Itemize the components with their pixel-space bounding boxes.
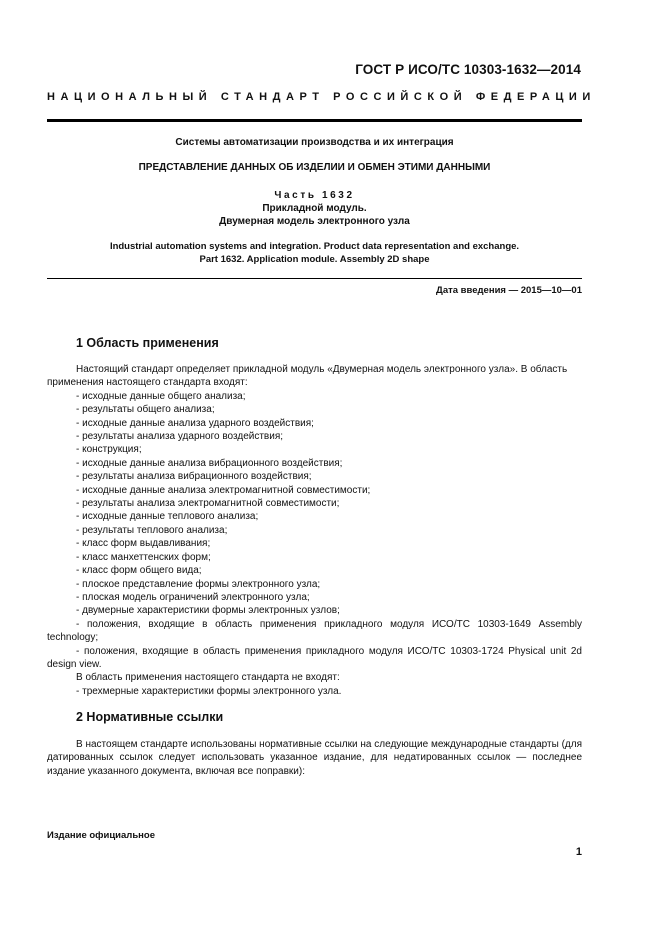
english-title-block — [47, 240, 582, 266]
scope-list-item: - конструкция; — [76, 444, 142, 456]
main-title: ПРЕДСТАВЛЕНИЕ ДАННЫХ ОБ ИЗДЕЛИИ И ОБМЕН ЭТИМИ ДАННЫМИ — [138, 162, 491, 173]
scope-list-item: - двумерные характеристики формы электронных узлов; — [76, 605, 340, 617]
outside-scope-intro: В область применения настоящего стандарта не входят: — [76, 672, 340, 684]
outside-scope-item: - трехмерные характеристики формы электронного узла. — [76, 685, 342, 697]
scope-list-item: - исходные данные теплового анализа; — [76, 511, 259, 523]
scope-list-item: - исходные данные анализа ударного воздействия; — [76, 417, 314, 429]
section-2-heading: 2 Нормативные ссылки — [76, 710, 224, 724]
page-number: 1 — [575, 846, 582, 858]
series-title: Системы автоматизации производства и их интеграция — [175, 137, 454, 148]
scope-list-item: - исходные данные анализа вибрационного воздействия; — [76, 457, 343, 469]
header-rule — [47, 119, 582, 122]
scope-long-item: - положения, входящие в область применения прикладного модуля ИСО/ТС 10303-1724 Physical unit 2d design view. — [47, 645, 582, 670]
module-label: Прикладной модуль. — [262, 203, 367, 214]
section-2-body — [47, 738, 582, 778]
scope-list-item: - класс форм общего вида; — [76, 565, 202, 577]
outside-scope-list — [47, 685, 582, 698]
part-label: Часть 1632 — [274, 190, 355, 201]
scope-list-item: - результаты анализа электромагнитной совместимости; — [76, 498, 340, 510]
scope-intro: Настоящий стандарт определяет прикладной модуль «Двумерная модель электронного узла». В область применения настоящего стандарта входят: — [47, 364, 568, 389]
scope-list-item: - результаты теплового анализа; — [76, 524, 228, 536]
official-edition-label: Издание официальное — [47, 830, 155, 841]
title-rule — [47, 278, 582, 279]
scope-list-item: - исходные данные общего анализа; — [76, 390, 246, 402]
scope-list-item: - плоское представление формы электронного узла; — [76, 578, 321, 590]
subject-title: Двумерная модель электронного узла — [219, 216, 410, 227]
scope-list-item: - класс форм выдавливания; — [76, 538, 211, 550]
introduction-date: Дата введения — 2015—10—01 — [436, 285, 582, 296]
scope-list-item: - результаты общего анализа; — [76, 404, 215, 416]
national-standard-banner: НАЦИОНАЛЬНЫЙ СТАНДАРТ РОССИЙСКОЙ ФЕДЕРАЦИИ — [47, 91, 596, 103]
scope-items-list — [47, 390, 582, 618]
section-1-heading: 1 Область применения — [76, 336, 219, 350]
scope-list-item: - исходные данные анализа электромагнитной совместимости; — [76, 484, 371, 496]
scope-list-item: - плоская модель ограничений электронного узла; — [76, 591, 310, 603]
scope-list-item: - результаты анализа вибрационного воздействия; — [76, 471, 312, 483]
standard-designation: ГОСТ Р ИСО/ТС 10303-1632—2014 — [355, 62, 581, 77]
normative-references-text: В настоящем стандарте использованы нормативные ссылки на следующие международные стандарты (для датированных ссылок следует использовать указанное издание, для недатированных ссылок — последнее издание указанного документа, включая все поправки): — [47, 739, 582, 777]
part-title-block — [47, 189, 582, 228]
english-title-line2: Part 1632. Application module. Assembly 2D shape — [199, 254, 430, 265]
scope-list-item: - результаты анализа ударного воздействия; — [76, 431, 284, 443]
scope-list-item: - класс манхеттенских форм; — [76, 551, 211, 563]
scope-long-item: - положения, входящие в область применения прикладного модуля ИСО/ТС 10303-1649 Assembly technology; — [47, 618, 582, 644]
section-1-body — [47, 363, 582, 698]
english-title-line1: Industrial automation systems and integration. Product data representation and exchange. — [109, 241, 520, 252]
